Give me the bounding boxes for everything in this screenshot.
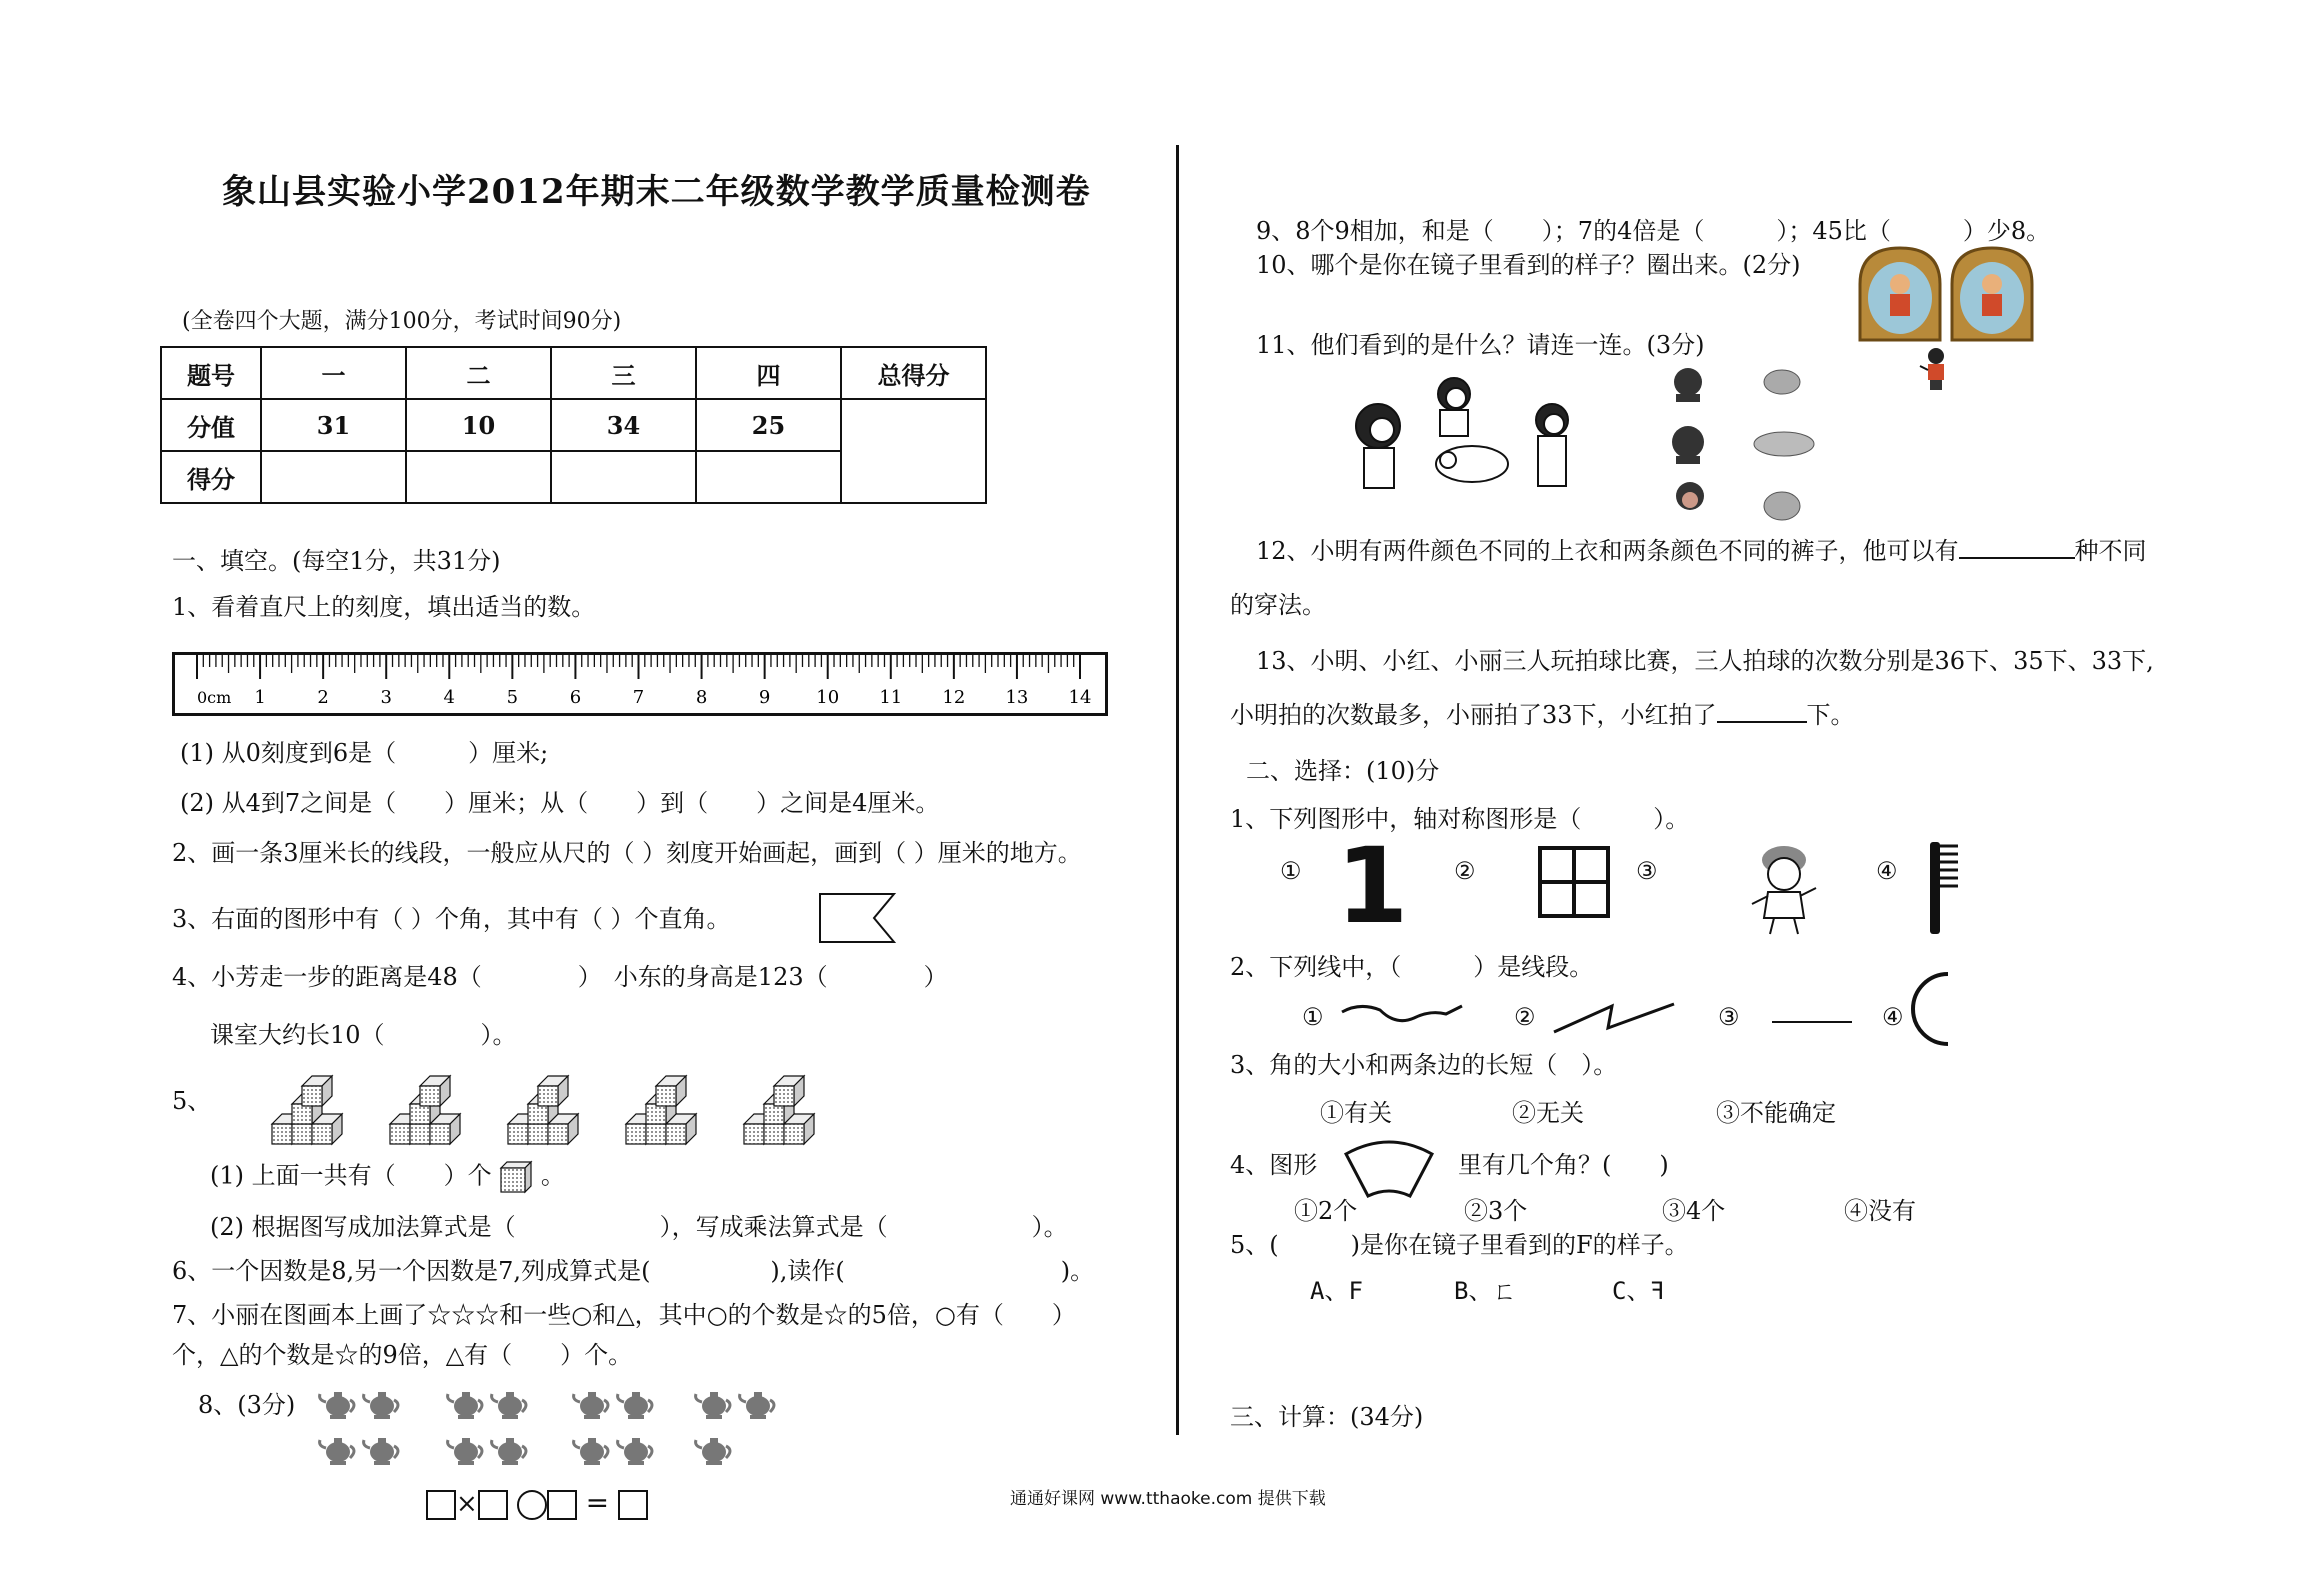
page-divider — [1176, 145, 1179, 1435]
choice-1-option-label[interactable]: ③ — [1636, 857, 1658, 885]
matching-figure — [1340, 362, 1860, 522]
ruler-label: 4 — [443, 687, 456, 708]
teapot-icon — [618, 1438, 652, 1465]
choice-2-option-label[interactable]: ② — [1514, 1003, 1536, 1031]
question-12-text-end: 种不同 — [2074, 537, 2147, 565]
question-12-line-1 — [1256, 536, 2147, 566]
teapot-icon — [492, 1438, 526, 1465]
ruler-label: 12 — [942, 687, 966, 708]
choice-2: 2、下列线中，（ ）是线段。 — [1230, 953, 1594, 981]
table-cell: 分值 — [161, 399, 261, 451]
choice-3: 3、角的大小和两条边的长短（ ）。 — [1230, 1051, 1618, 1079]
table-cell: 25 — [696, 399, 841, 451]
choice-4-option[interactable]: ②3个 — [1464, 1197, 1528, 1225]
choice-4: 里有几个角？( ) — [1458, 1151, 1669, 1179]
score-input-cell[interactable] — [551, 451, 696, 503]
choice-1-option-label[interactable]: ② — [1454, 857, 1476, 885]
page-title: 象山县实验小学2012年期末二年级数学教学质量检测卷 — [222, 172, 1091, 212]
choice-2-option-label[interactable]: ① — [1302, 1003, 1324, 1031]
question-12-text: 12、小明有两件颜色不同的上衣和两条颜色不同的裤子，他可以有 — [1256, 537, 1959, 565]
teapot-icon — [492, 1392, 526, 1419]
question-1-part-2: (2) 从4到7之间是（ ）厘米；从（ ）到（ ）之间是4厘米。 — [180, 789, 940, 817]
section-3-heading: 三、计算：(34分) — [1230, 1403, 1424, 1431]
teapot-groups-figure — [322, 1388, 792, 1478]
question-5-part-1-end: 。 — [540, 1161, 565, 1190]
choice-5-option[interactable]: A、F — [1310, 1277, 1363, 1305]
table-cell: 一 — [261, 347, 406, 399]
choice-5-option[interactable]: C、ꟻ — [1612, 1277, 1665, 1305]
ruler-label: 5 — [506, 687, 519, 708]
ruler-label: 3 — [380, 687, 392, 708]
table-cell: 三 — [551, 347, 696, 399]
face-view — [1674, 368, 1702, 402]
teapot-icon — [364, 1392, 398, 1419]
ruler — [172, 652, 1108, 716]
choice-1-option-label[interactable]: ① — [1280, 857, 1302, 885]
ruler-label: 6 — [569, 687, 582, 708]
choice-5-option[interactable]: B、ㄈ — [1454, 1277, 1517, 1305]
question-2: 2、画一条3厘米长的线段，一般应从尺的（ ）刻度开始画起，画到（ ）厘米的地方。 — [172, 839, 1082, 867]
ruler-label: 10 — [816, 687, 840, 708]
question-13-text-end: 下。 — [1806, 701, 1855, 729]
ruler-label: 2 — [317, 687, 329, 708]
table-cell: 题号 — [161, 347, 261, 399]
teapot-icon — [448, 1438, 482, 1465]
score-table — [160, 346, 987, 504]
question-5: 5、 — [172, 1087, 212, 1115]
answer-box[interactable] — [478, 1490, 508, 1520]
table-row — [161, 399, 986, 451]
question-12-line-2: 的穿法。 — [1230, 591, 1326, 619]
fan-shape-figure — [1344, 1136, 1434, 1200]
table-cell: 得分 — [161, 451, 261, 503]
cube-icon — [499, 1160, 533, 1194]
table-cell: 10 — [406, 399, 551, 451]
face-view — [1676, 482, 1704, 510]
choice-4-option[interactable]: ④没有 — [1844, 1197, 1916, 1225]
choice-1: 1、下列图形中，轴对称图形是（ ）。 — [1230, 805, 1690, 833]
teapot-icon — [574, 1392, 608, 1419]
choice-3-option[interactable]: ①有关 — [1320, 1099, 1392, 1127]
toy-view — [1754, 432, 1814, 456]
teapot-icon — [364, 1438, 398, 1465]
question-4-line-1: 4、小芳走一步的距离是48（ ） 小东的身高是123（ ） — [172, 963, 948, 991]
child-viewer — [1438, 378, 1470, 436]
footer-credit: 通通好课网 www.tthaoke.com 提供下载 — [1010, 1489, 1326, 1509]
exam-note: (全卷四个大题，满分100分，考试时间90分) — [182, 309, 622, 334]
curved-line-figure — [1340, 1000, 1464, 1030]
score-input-cell[interactable] — [261, 451, 406, 503]
ruler-label: 7 — [632, 687, 645, 708]
cube-stack — [272, 1076, 342, 1144]
cube-stack — [508, 1076, 578, 1144]
table-cell: 总得分 — [841, 347, 986, 399]
face-view — [1672, 426, 1704, 464]
ruler-label: 13 — [1005, 687, 1029, 708]
total-score-cell[interactable] — [841, 399, 986, 503]
question-1: 1、看着直尺上的刻度，填出适当的数。 — [172, 593, 596, 621]
question-5-part-2: (2) 根据图写成加法算式是（ ），写成乘法算式是（ ）。 — [210, 1213, 1068, 1241]
cube-stack — [744, 1076, 814, 1144]
table-cell: 34 — [551, 399, 696, 451]
toy-view — [1764, 370, 1800, 394]
choice-3-option[interactable]: ③不能确定 — [1716, 1099, 1836, 1127]
ruler-label: 1 — [254, 687, 266, 708]
arc-figure — [1914, 972, 1950, 1048]
teapot-icon — [618, 1392, 652, 1419]
question-5-part-1-text: (1) 上面一共有（ ）个 — [210, 1161, 492, 1190]
cube-stack — [390, 1076, 460, 1144]
table-cell: 二 — [406, 347, 551, 399]
animal-toy — [1436, 446, 1508, 482]
question-7-line-1: 7、小丽在图画本上画了☆☆☆和一些○和△，其中○的个数是☆的5倍，○有（ ） — [172, 1301, 1076, 1329]
child-viewer — [1536, 404, 1568, 486]
ruler-label: 11 — [879, 687, 903, 708]
choice-4-option[interactable]: ③4个 — [1662, 1197, 1726, 1225]
choice-2-option-label[interactable]: ③ — [1718, 1003, 1740, 1031]
digit-one-figure: 1 — [1336, 825, 1409, 947]
ruler-label: 0cm — [197, 688, 232, 707]
table-cell: 四 — [696, 347, 841, 399]
question-9: 9、8个9相加，和是（ ）；7的4倍是（ ）；45比（ ）少8。 — [1256, 217, 2051, 245]
question-13-line-2 — [1230, 700, 1855, 730]
choice-4-option[interactable]: ①2个 — [1294, 1197, 1358, 1225]
comb-figure — [1926, 840, 1966, 936]
section-2-heading: 二、选择：(10)分 — [1246, 757, 1440, 785]
question-10: 10、哪个是你在镜子里看到的样子？圈出来。(2分) — [1256, 251, 1801, 279]
question-8: 8、(3分) — [198, 1391, 296, 1419]
ruler-label: 8 — [695, 687, 708, 708]
flag-shape-figure — [818, 892, 898, 944]
answer-box[interactable] — [426, 1490, 456, 1520]
cube-stacks-figure — [270, 1076, 860, 1146]
table-cell: 31 — [261, 399, 406, 451]
ruler-label: 14 — [1068, 687, 1092, 708]
ruler-label: 9 — [758, 687, 771, 708]
zigzag-line-figure — [1552, 1000, 1678, 1036]
pirate-figure — [1740, 840, 1830, 936]
mirror-option-1 — [1860, 248, 1940, 340]
question-6: 6、一个因数是8,另一个因数是7,列成算式是( ),读作( )。 — [172, 1257, 1095, 1285]
question-7-line-2: 个，△的个数是☆的9倍，△有（ ）个。 — [172, 1341, 633, 1369]
answer-blank[interactable] — [1717, 721, 1807, 723]
teapot-icon — [320, 1438, 354, 1465]
answer-box[interactable] — [547, 1490, 577, 1520]
question-13-line-1: 13、小明、小红、小丽三人玩拍球比赛，三人拍球的次数分别是36下、35下、33下, — [1256, 647, 2154, 675]
line-segment-figure — [1770, 1018, 1854, 1028]
question-11: 11、他们看到的是什么？请连一连。(3分) — [1256, 331, 1705, 359]
equals-sign: = — [585, 1486, 610, 1519]
child-viewer — [1356, 404, 1400, 488]
question-13-text: 小明拍的次数最多，小丽拍了33下，小红拍了 — [1230, 701, 1717, 729]
grid-square-figure — [1538, 846, 1610, 918]
teapot-icon — [696, 1392, 730, 1419]
teapot-icon — [696, 1438, 730, 1465]
teapot-icon — [574, 1438, 608, 1465]
teapot-icon — [740, 1392, 774, 1419]
question-4-line-2: 课室大约长10（ ）。 — [210, 1021, 517, 1049]
answer-box[interactable] — [618, 1490, 648, 1520]
mirror-option-2 — [1952, 248, 2032, 340]
question-3: 3、右面的图形中有（ ）个角，其中有（ ）个直角。 — [172, 905, 731, 933]
answer-blank[interactable] — [1959, 557, 2075, 559]
section-1-heading: 一、填空。(每空1分，共31分) — [172, 547, 501, 575]
mirror-images-figure — [1856, 244, 2056, 394]
table-row — [161, 347, 986, 399]
score-input-cell[interactable] — [696, 451, 841, 503]
choice-3-option[interactable]: ②无关 — [1512, 1099, 1584, 1127]
cube-stack — [626, 1076, 696, 1144]
teapot-icon — [448, 1392, 482, 1419]
operator-circle[interactable] — [517, 1490, 547, 1520]
ruler-ticks — [175, 655, 1105, 713]
choice-5: 5、( )是你在镜子里看到的F的样子。 — [1230, 1231, 1689, 1259]
multiplication-equation: × = — [426, 1486, 648, 1520]
choice-2-option-label[interactable]: ④ — [1882, 1003, 1904, 1031]
choice-4-label: 4、图形 — [1230, 1151, 1318, 1179]
toy-view — [1764, 492, 1800, 520]
question-1-part-1: (1) 从0刻度到6是（ ）厘米; — [180, 739, 549, 767]
question-5-part-1 — [210, 1160, 565, 1194]
score-input-cell[interactable] — [406, 451, 551, 503]
choice-1-option-label[interactable]: ④ — [1876, 857, 1898, 885]
child-with-mirror — [1920, 348, 1944, 390]
teapot-icon — [320, 1392, 354, 1419]
